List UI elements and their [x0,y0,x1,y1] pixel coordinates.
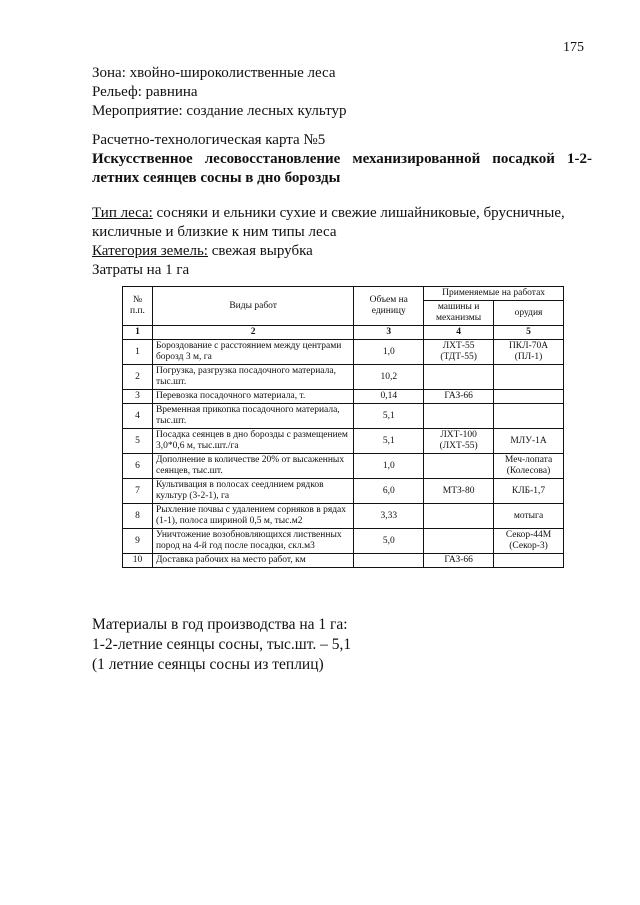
materials-block [92,615,592,675]
row-tools [494,404,564,429]
row-tools: ПКЛ-70А (ПЛ-1) [494,340,564,365]
row-number: 9 [123,529,153,554]
row-work: Доставка рабочих на место работ, км [152,554,353,568]
table-row [123,504,564,529]
activity-line: Мероприятие: создание лесных культур [92,103,347,119]
row-number: 7 [123,479,153,504]
header-num: № п.п. [123,287,153,326]
row-number: 1 [123,340,153,365]
row-volume: 5,1 [354,404,424,429]
row-volume: 0,14 [354,390,424,404]
forest-type-value2: кисличные и близкие к ним типы леса [92,224,337,240]
row-work: Бороздование с расстоянием между центрами борозд 3 м, га [152,340,353,365]
row-volume: 10,2 [354,365,424,390]
forest-type-value1: сосняки и ельники сухие и свежие лишайниковые, брусничные, [152,205,565,221]
row-volume [354,554,424,568]
materials-line1: Материалы в год производства на 1 га: [92,616,348,633]
costs-line: Затраты на 1 га [92,262,190,278]
row-tools [494,554,564,568]
table-row [123,554,564,568]
row-machines: ЛХТ-100 (ЛХТ-55) [424,429,494,454]
table-row [123,529,564,554]
row-tools [494,390,564,404]
row-number: 4 [123,404,153,429]
header-block [92,64,592,121]
row-work: Погрузка, разгрузка посадочного материала, тыс.шт. [152,365,353,390]
card-title-block [92,131,592,188]
row-work: Дополнение в количестве 20% от высаженных сеянцев, тыс.шт. [152,454,353,479]
header-work: Виды работ [152,287,353,326]
header-applied: Применяемые на работах [424,287,564,301]
works-table [122,286,564,568]
column-number-row [123,326,564,340]
relief-line: Рельеф: равнина [92,84,198,100]
row-work: Временная прикопка посадочного материала, тыс.шт. [152,404,353,429]
materials-line3: (1 летние сеянцы сосны из теплиц) [92,656,324,673]
land-category-label: Категория земель: [92,243,208,259]
table-row [123,479,564,504]
table-body [123,340,564,568]
row-volume: 5,0 [354,529,424,554]
row-work: Рыхление почвы с удалением сорняков в рядах (1-1), полоса шириной 0,5 м, тыс.м2 [152,504,353,529]
col-number: 3 [354,326,424,340]
row-tools: мотыга [494,504,564,529]
row-machines [424,454,494,479]
row-machines: ЛХТ-55 (ТДТ-55) [424,340,494,365]
table-row [123,429,564,454]
row-tools: КЛБ-1,7 [494,479,564,504]
row-tools: Секор-44М (Секор-3) [494,529,564,554]
row-number: 2 [123,365,153,390]
row-tools: МЛУ-1А [494,429,564,454]
row-work: Уничтожение возобновляющихся лиственных пород на 4-й год после посадки, скл.м3 [152,529,353,554]
row-volume: 3,33 [354,504,424,529]
card-subtitle-line2: летних сеянцев сосны в дно борозды [92,170,341,186]
row-number: 10 [123,554,153,568]
row-volume: 6,0 [354,479,424,504]
table-row [123,404,564,429]
materials-line2: 1-2-летние сеянцы сосны, тыс.шт. – 5,1 [92,636,352,653]
table-row [123,390,564,404]
row-machines: ГАЗ-66 [424,554,494,568]
meta-block [92,204,592,280]
card-subtitle-line1: Искусственное лесовосстановление механизированной посадкой 1-2- [92,151,592,167]
row-volume: 1,0 [354,454,424,479]
row-number: 8 [123,504,153,529]
row-tools: Меч-лопата (Колесова) [494,454,564,479]
col-number: 1 [123,326,153,340]
land-category-value: свежая вырубка [207,243,313,259]
table-row [123,454,564,479]
row-number: 5 [123,429,153,454]
header-machines: машины и механизмы [424,301,494,326]
row-work: Перевозка посадочного материала, т. [152,390,353,404]
col-number: 2 [152,326,353,340]
row-machines [424,529,494,554]
row-volume: 1,0 [354,340,424,365]
row-work: Культивация в полосах сеедлнием рядков культур (3-2-1), га [152,479,353,504]
row-work: Посадка сеянцев в дно борозды с размещением 3,0*0,6 м, тыс.шт./га [152,429,353,454]
row-machines: ГАЗ-66 [424,390,494,404]
row-tools [494,365,564,390]
card-title: Расчетно-технологическая карта №5 [92,132,326,148]
forest-type-label: Тип леса: [92,205,153,221]
table-row [123,365,564,390]
header-tools: орудия [494,301,564,326]
row-machines: МТЗ-80 [424,479,494,504]
row-machines [424,365,494,390]
zone-line: Зона: хвойно-широколиственные леса [92,65,336,81]
row-number: 6 [123,454,153,479]
header-volume: Объем на единицу [354,287,424,326]
table-row [123,340,564,365]
row-machines [424,404,494,429]
row-volume: 5,1 [354,429,424,454]
forest-type-line [92,204,592,223]
col-number: 5 [494,326,564,340]
land-category-line [92,242,592,261]
page-number: 175 [563,40,584,55]
row-number: 3 [123,390,153,404]
col-number: 4 [424,326,494,340]
row-machines [424,504,494,529]
